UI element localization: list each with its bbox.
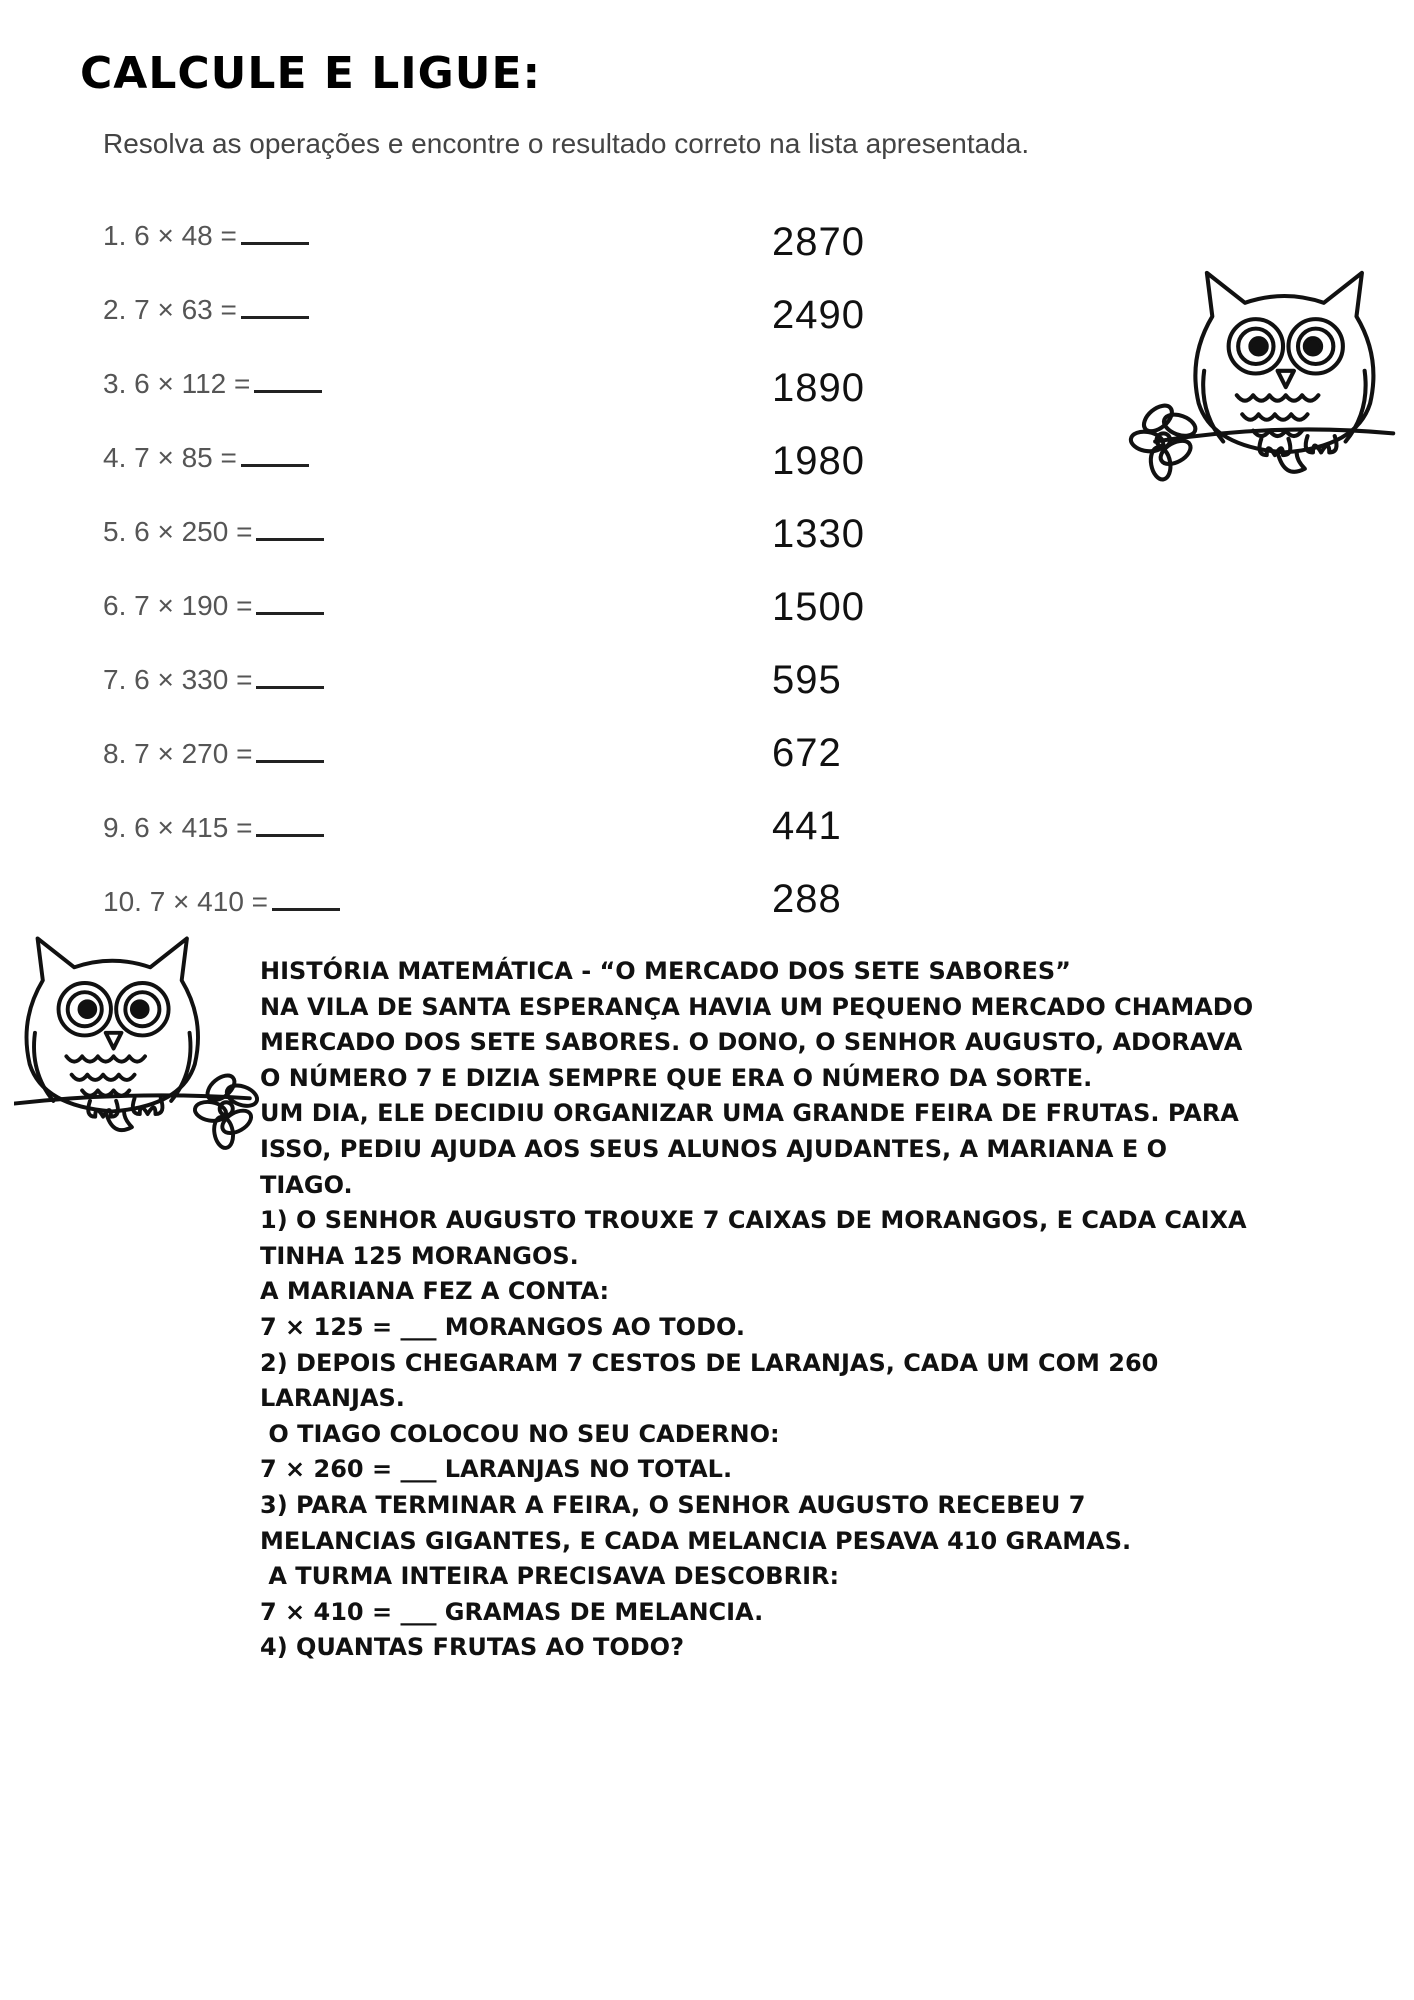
story-line: 7 × 125 = ___ MORANGOS AO TODO. [260,1312,745,1341]
story-line: MELANCIAS GIGANTES, E CADA MELANCIA PESAVA 410 GRAMAS. [260,1526,1132,1555]
result-value[interactable]: 1980 [772,439,865,483]
result-value[interactable]: 1890 [772,366,865,410]
result-value[interactable]: 2490 [772,293,865,337]
story-line: A TURMA INTEIRA PRECISAVA DESCOBRIR: [260,1562,840,1591]
result-value[interactable]: 288 [772,877,842,921]
answer-blank[interactable] [256,518,324,541]
operation-item [103,590,324,622]
math-story [260,954,1340,1666]
operation-text: 6. 7 × 190 = [103,590,253,621]
operation-item [103,664,324,696]
story-line: 2) DEPOIS CHEGARAM 7 CESTOS DE LARANJAS, CADA UM COM 260 [260,1348,1159,1377]
operation-item [103,738,324,770]
answer-blank[interactable] [241,444,309,467]
answer-blank[interactable] [256,740,324,763]
story-line: UM DIA, ELE DECIDIU ORGANIZAR UMA GRANDE FEIRA DE FRUTAS. PARA [260,1099,1239,1128]
answer-blank[interactable] [256,592,324,615]
answer-blank[interactable] [241,222,309,245]
answer-blank[interactable] [254,370,322,393]
answer-blank[interactable] [256,814,324,837]
result-value[interactable]: 595 [772,658,842,702]
operation-item [103,812,324,844]
operation-text: 4. 7 × 85 = [103,442,237,473]
result-value[interactable]: 441 [772,804,842,848]
owl-illustration-right [1128,262,1400,534]
operation-text: 7. 6 × 330 = [103,664,253,695]
operation-item [103,368,322,400]
operation-item [103,442,309,474]
flower-icon [193,1071,259,1150]
story-line: TINHA 125 MORANGOS. [260,1241,579,1270]
result-value[interactable]: 2870 [772,220,865,264]
result-value[interactable]: 672 [772,731,842,775]
result-value[interactable]: 1330 [772,512,865,556]
operation-text: 2. 7 × 63 = [103,294,237,325]
operation-item [103,220,309,252]
operation-text: 3. 6 × 112 = [103,368,251,399]
story-line: O NÚMERO 7 E DIZIA SEMPRE QUE ERA O NÚMERO DA SORTE. [260,1063,1093,1092]
story-line: MERCADO DOS SETE SABORES. O DONO, O SENHOR AUGUSTO, ADORAVA [260,1028,1243,1057]
story-line: NA VILA DE SANTA ESPERANÇA HAVIA UM PEQUENO MERCADO CHAMADO [260,992,1254,1021]
operation-text: 10. 7 × 410 = [103,886,269,917]
answer-blank[interactable] [256,666,324,689]
page-title: CALCULE E LIGUE: [80,48,542,99]
operation-text: 5. 6 × 250 = [103,516,253,547]
operation-item [103,886,340,918]
operation-text: 1. 6 × 48 = [103,220,237,251]
owl-illustration-left [14,928,276,1190]
answer-blank[interactable] [272,888,340,911]
result-value[interactable]: 1500 [772,585,865,629]
story-line: 7 × 410 = ___ GRAMAS DE MELANCIA. [260,1597,764,1626]
story-line: 4) QUANTAS FRUTAS AO TODO? [260,1633,684,1662]
story-line: O TIAGO COLOCOU NO SEU CADERNO: [260,1419,780,1448]
answer-blank[interactable] [241,296,309,319]
operation-text: 8. 7 × 270 = [103,738,253,769]
instruction-text: Resolva as operações e encontre o resultado correto na lista apresentada. [103,128,1030,159]
story-line: A MARIANA FEZ A CONTA: [260,1277,610,1306]
story-line: 3) PARA TERMINAR A FEIRA, O SENHOR AUGUSTO RECEBEU 7 [260,1490,1086,1519]
story-title: HISTÓRIA MATEMÁTICA - “O MERCADO DOS SETE SABORES” [260,957,1071,985]
operation-item [103,516,324,548]
flower-icon [1129,401,1198,481]
story-line: TIAGO. [260,1170,353,1199]
story-line: LARANJAS. [260,1384,405,1413]
story-line: ISSO, PEDIU AJUDA AOS SEUS ALUNOS AJUDANTES, A MARIANA E O [260,1134,1167,1163]
story-line: 7 × 260 = ___ LARANJAS NO TOTAL. [260,1455,733,1484]
operation-text: 9. 6 × 415 = [103,812,253,843]
story-line: 1) O SENHOR AUGUSTO TROUXE 7 CAIXAS DE MORANGOS, E CADA CAIXA [260,1206,1247,1235]
operation-item [103,294,309,326]
